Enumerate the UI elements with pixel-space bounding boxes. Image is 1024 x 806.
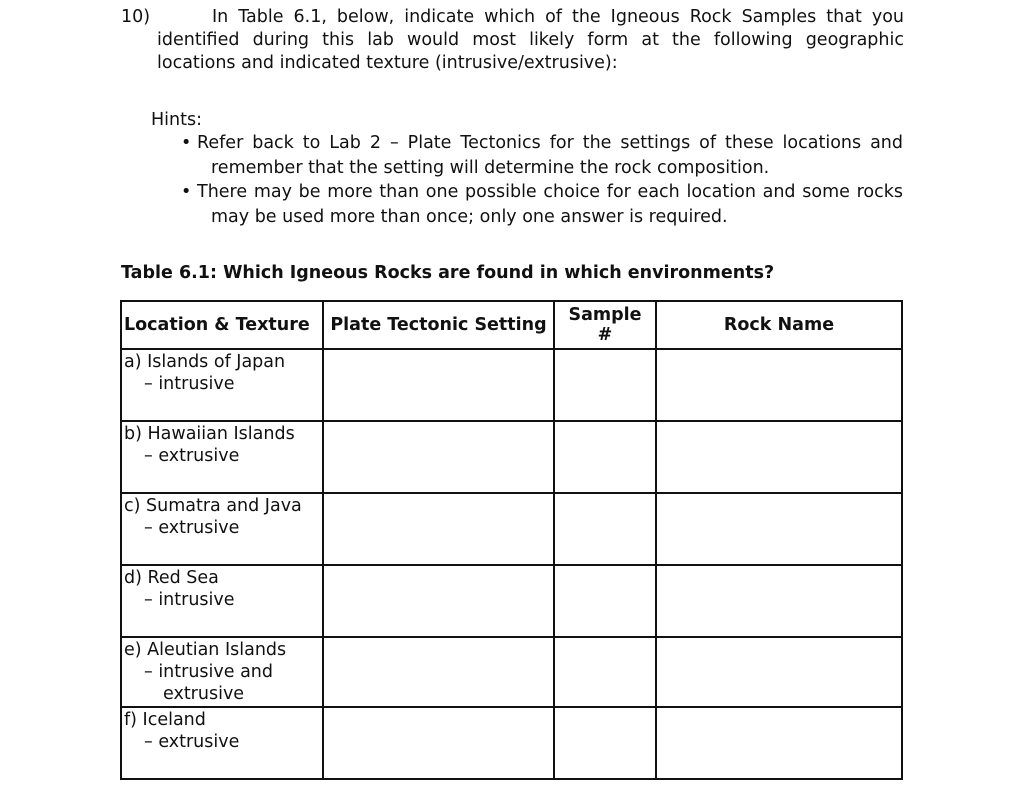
rock-name-answer-cell[interactable] (656, 565, 902, 637)
hint-item (181, 131, 903, 181)
hint-item (181, 180, 903, 230)
question-text: In Table 6.1, below, indicate which of the Igneous Rock Samples that you identified during this lab would most likely form at the following geographic locations and indicated texture (intrusive/extrusive): (157, 7, 904, 73)
sample-answer-cell[interactable] (554, 349, 656, 421)
setting-answer-cell[interactable] (323, 637, 554, 707)
sample-answer-cell[interactable] (554, 493, 656, 565)
setting-answer-cell[interactable] (323, 421, 554, 493)
table-row (121, 707, 902, 779)
header-setting: Plate Tectonic Setting (323, 301, 554, 349)
location-name: d) Red Sea (124, 568, 219, 588)
hint-text: There may be more than one possible choice for each location and some rocks may be used more than once; only one answer is required. (197, 182, 903, 227)
table-row (121, 349, 902, 421)
location-texture: – intrusive (144, 374, 235, 394)
table-row (121, 421, 902, 493)
location-texture-continued: extrusive (163, 684, 245, 704)
location-texture: – extrusive (144, 518, 240, 538)
table-row (121, 565, 902, 637)
hints-title: Hints: (151, 110, 202, 130)
sample-answer-cell[interactable] (554, 421, 656, 493)
igneous-rock-table (120, 300, 903, 780)
location-texture: – extrusive (144, 732, 240, 752)
table-caption: Table 6.1: Which Igneous Rocks are found in which environments? (121, 263, 775, 283)
bullet-icon: • (181, 182, 192, 202)
setting-answer-cell[interactable] (323, 565, 554, 637)
location-cell (121, 349, 323, 421)
rock-name-answer-cell[interactable] (656, 707, 902, 779)
location-name: e) Aleutian Islands (124, 640, 287, 660)
table-row (121, 493, 902, 565)
setting-answer-cell[interactable] (323, 493, 554, 565)
setting-answer-cell[interactable] (323, 707, 554, 779)
location-texture: – intrusive (144, 590, 235, 610)
location-name: c) Sumatra and Java (124, 496, 302, 516)
location-cell (121, 493, 323, 565)
rock-name-answer-cell[interactable] (656, 349, 902, 421)
header-location: Location & Texture (121, 301, 323, 349)
location-cell (121, 707, 323, 779)
location-cell (121, 565, 323, 637)
header-sample-line1: Sample (568, 305, 642, 325)
location-cell (121, 421, 323, 493)
rock-name-answer-cell[interactable] (656, 493, 902, 565)
location-cell (121, 637, 323, 707)
setting-answer-cell[interactable] (323, 349, 554, 421)
hint-text: Refer back to Lab 2 – Plate Tectonics for the settings of these locations and remember that the setting will determine the rock composition. (197, 133, 903, 178)
rock-name-answer-cell[interactable] (656, 421, 902, 493)
bullet-icon: • (181, 133, 192, 153)
sample-answer-cell[interactable] (554, 565, 656, 637)
sample-answer-cell[interactable] (554, 707, 656, 779)
sample-answer-cell[interactable] (554, 637, 656, 707)
header-sample-line2: # (597, 325, 613, 345)
header-sample (554, 301, 656, 349)
location-texture: – extrusive (144, 446, 240, 466)
rock-name-answer-cell[interactable] (656, 637, 902, 707)
location-name: f) Iceland (124, 710, 206, 730)
location-texture: – intrusive and (144, 662, 274, 682)
location-name: a) Islands of Japan (124, 352, 286, 372)
location-name: b) Hawaiian Islands (124, 424, 295, 444)
header-rock-name: Rock Name (656, 301, 902, 349)
table-header-row (121, 301, 902, 349)
question-number: 10) (121, 7, 151, 27)
table-row (121, 637, 902, 707)
